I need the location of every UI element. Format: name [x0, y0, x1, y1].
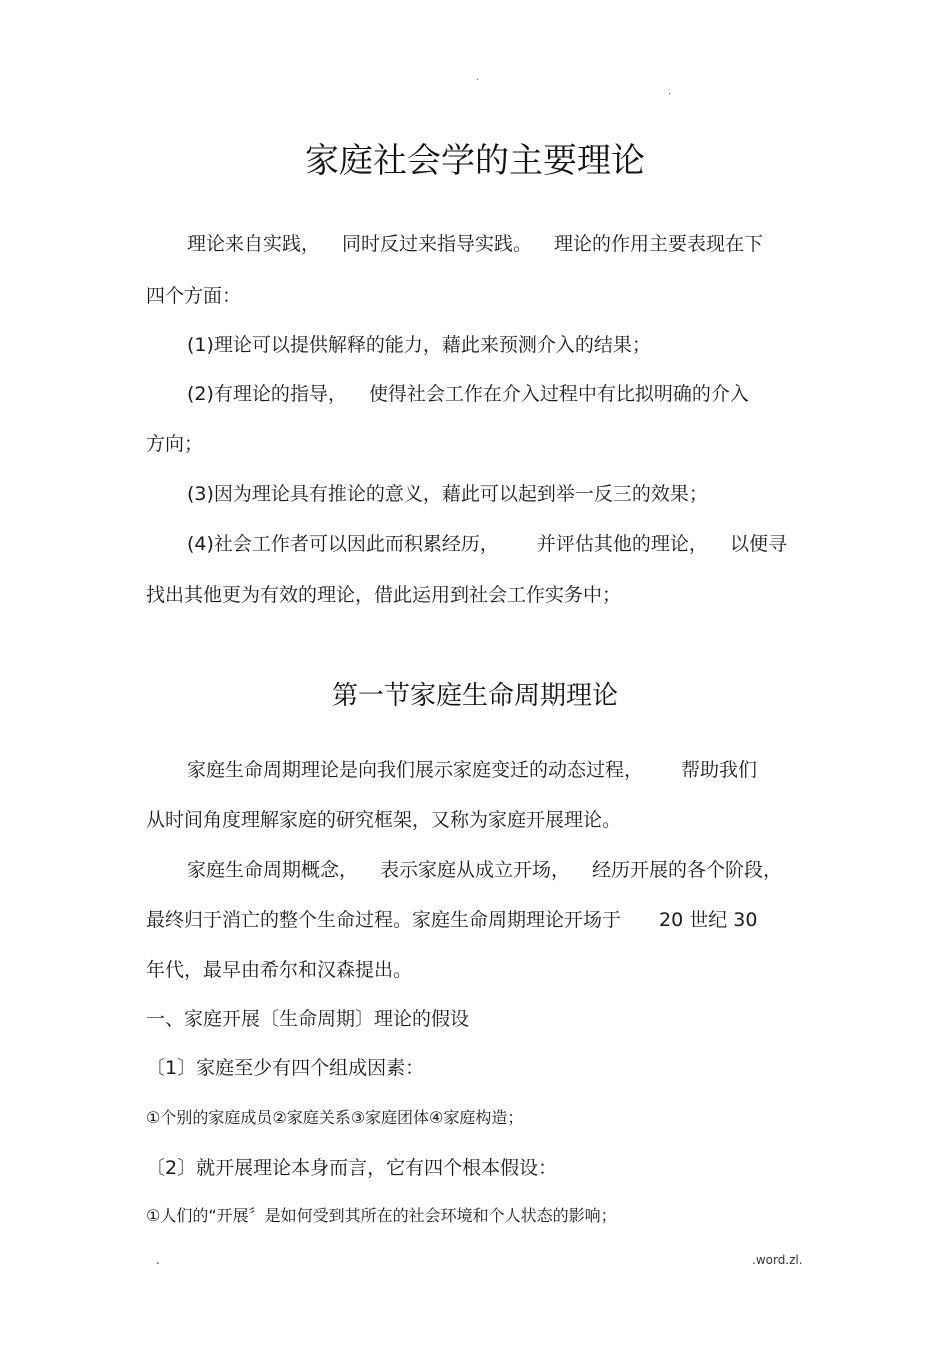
- intro-segment: 理论来自实践，: [187, 233, 321, 255]
- intro-line: [187, 229, 763, 256]
- footer-left: .: [156, 1253, 160, 1267]
- point-1: (1)理论可以提供解释的能力，藉此来预测介入的结果；: [187, 334, 651, 356]
- paragraph-segment: 家庭生命周期概念，: [187, 859, 359, 881]
- section-paragraph-cont: [146, 905, 757, 932]
- paragraph-segment: 表示家庭从成立开场，: [380, 859, 571, 881]
- footer-right: .word.zl.: [752, 1253, 803, 1267]
- point-2: [187, 379, 749, 406]
- list-item-detail: ①人们的“开展〞是如何受到其所在的社会环境和个人状态的影响；: [146, 1206, 617, 1225]
- section-paragraph-cont: 从时间角度理解家庭的研究框架，又称为家庭开展理论。: [146, 809, 622, 831]
- section-paragraph: [187, 855, 782, 882]
- header-mark: .: [668, 86, 672, 97]
- paragraph-segment: 家庭生命周期理论是向我们展示家庭变迁的动态过程，: [187, 759, 644, 781]
- point-segment: (2)有理论的指导，: [187, 383, 347, 405]
- point-3: (3)因为理论具有推论的意义，藉此可以起到举一反三的效果；: [187, 483, 708, 505]
- section-paragraph-cont: 年代，最早由希尔和汉森提出。: [146, 959, 413, 981]
- paragraph-segment: 经历开展的各个阶段，: [592, 859, 783, 881]
- section-heading: 第一节家庭生命周期理论: [331, 681, 618, 711]
- subheading: 一、家庭开展〔生命周期〕理论的假设: [146, 1008, 470, 1030]
- section-paragraph: [187, 755, 757, 782]
- paragraph-segment: 20 世纪 30: [659, 909, 758, 931]
- paragraph-segment: 最终归于消亡的整个生命过程。家庭生命周期理论开场于: [146, 909, 622, 931]
- list-item: 〔1〕家庭至少有四个组成因素：: [146, 1057, 425, 1079]
- point-2-cont: 方向；: [146, 433, 204, 455]
- point-4: [187, 529, 787, 556]
- list-item-detail: ①个别的家庭成员②家庭关系③家庭团体④家庭构造；: [146, 1108, 524, 1127]
- list-item: 〔2〕就开展理论本身而言，它有四个根本假设：: [146, 1157, 558, 1179]
- paragraph-segment: 帮助我们: [681, 759, 758, 781]
- point-segment: 使得社会工作在介入过程中有比拟明确的介入: [368, 383, 749, 405]
- intro-segment: 理论的作用主要表现在下: [554, 233, 764, 255]
- intro-segment: 同时反过来指导实践。: [342, 233, 533, 255]
- intro-line: 四个方面：: [146, 285, 242, 307]
- point-segment: 并评估其他的理论，: [536, 533, 708, 555]
- point-segment: (4)社会工作者可以因此而积累经历，: [187, 533, 499, 555]
- header-mark: .: [476, 72, 480, 83]
- point-4-cont: 找出其他更为有效的理论，借此运用到社会工作实务中；: [146, 584, 622, 606]
- point-segment: 以便寻: [729, 533, 787, 555]
- document-title: 家庭社会学的主要理论: [305, 141, 645, 181]
